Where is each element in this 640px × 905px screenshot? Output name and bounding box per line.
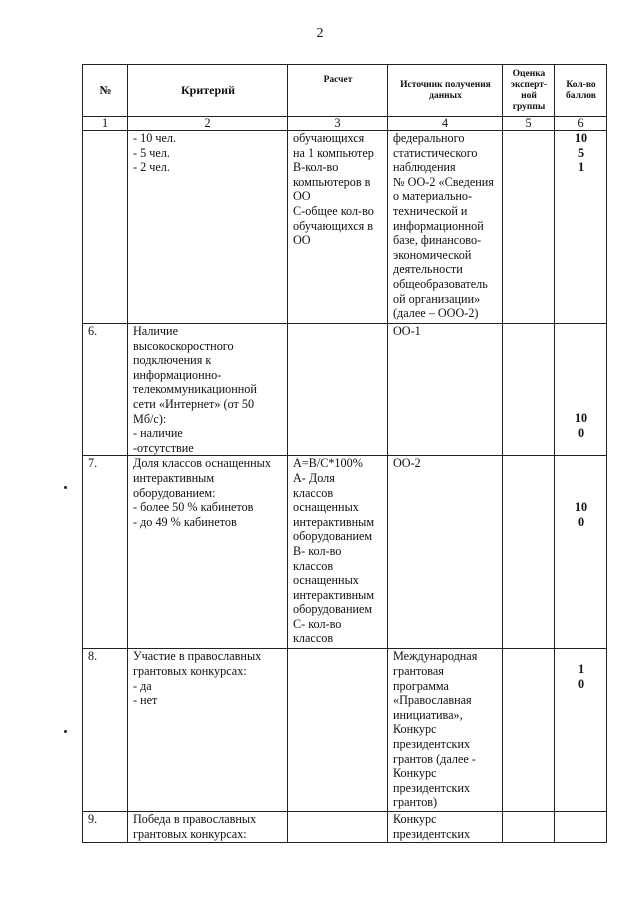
criterion-cell-line: - 10 чел. bbox=[133, 131, 177, 145]
row-number: 7. bbox=[83, 456, 128, 649]
points-cell-line: 0 bbox=[577, 514, 585, 529]
points-cell bbox=[555, 131, 607, 324]
criterion-cell-line: высокоскоростного bbox=[133, 338, 234, 353]
source-cell-line: программа bbox=[393, 678, 449, 693]
criterion-cell bbox=[128, 649, 288, 812]
calculation-cell-line: классов bbox=[293, 558, 334, 573]
criterion-cell-line: Наличие bbox=[133, 324, 178, 338]
criterion-cell-line: Победа в православных bbox=[133, 812, 257, 827]
column-number: 1 bbox=[83, 117, 128, 131]
margin-mark bbox=[64, 486, 67, 489]
points-cell-line: 10 bbox=[574, 500, 588, 515]
source-cell-line: «Православная bbox=[393, 693, 472, 708]
source-cell-line: грантов (далее - bbox=[393, 751, 476, 766]
source-cell-line: президентских bbox=[393, 736, 471, 751]
header-points: Кол-во баллов bbox=[555, 65, 607, 117]
calculation-cell-line: В-кол-во bbox=[293, 160, 339, 175]
source-cell-line: (далее – ООО-2) bbox=[393, 306, 479, 321]
points-cell bbox=[555, 649, 607, 812]
calculation-cell-line: А- Доля bbox=[293, 470, 335, 485]
points-cell bbox=[555, 324, 607, 456]
calculation-cell-line: оснащенных bbox=[293, 573, 359, 588]
points-cell-line: 1 bbox=[577, 160, 585, 175]
source-cell bbox=[388, 649, 503, 812]
calculation-cell-line: обучающихся bbox=[293, 131, 365, 145]
criterion-cell bbox=[128, 812, 288, 842]
criterion-cell-line: Доля классов оснащенных bbox=[133, 456, 271, 471]
criteria-row bbox=[83, 324, 607, 456]
criterion-cell bbox=[128, 456, 288, 649]
source-cell-line: федерального bbox=[393, 131, 465, 145]
criterion-cell-line: интерактивным bbox=[133, 470, 215, 485]
points-cell bbox=[555, 812, 607, 842]
criteria-row bbox=[83, 812, 607, 842]
points-cell bbox=[555, 456, 607, 649]
calculation-cell bbox=[288, 456, 388, 649]
expert-score-cell bbox=[503, 812, 555, 842]
calculation-cell-line: А=В/С*100% bbox=[293, 456, 363, 471]
criterion-cell-line: - наличие bbox=[133, 426, 183, 441]
criterion-cell-line: Мб/с): bbox=[133, 411, 167, 426]
column-number: 2 bbox=[128, 117, 288, 131]
source-cell-line: общеобразователь bbox=[393, 276, 488, 291]
calculation-cell-line: оборудованием bbox=[293, 529, 373, 544]
source-cell bbox=[388, 812, 503, 842]
expert-score-cell bbox=[503, 456, 555, 649]
source-cell-line: № ОО-2 «Сведения bbox=[393, 174, 494, 189]
source-cell-line: статистического bbox=[393, 145, 478, 160]
row-number: 8. bbox=[83, 649, 128, 812]
criteria-row bbox=[83, 131, 607, 324]
criterion-cell-line: - нет bbox=[133, 693, 158, 708]
calculation-cell-line: ОО bbox=[293, 189, 311, 204]
source-cell bbox=[388, 456, 503, 649]
points-cell-line: 5 bbox=[577, 145, 585, 160]
points-cell-line: 0 bbox=[577, 425, 585, 440]
calculation-cell-line: С- кол-во bbox=[293, 616, 342, 631]
source-cell-line: ой организации» bbox=[393, 291, 481, 306]
row-number bbox=[83, 131, 128, 324]
calculation-cell-line: обучающихся в bbox=[293, 218, 374, 233]
expert-score-cell bbox=[503, 649, 555, 812]
criteria-row bbox=[83, 649, 607, 812]
source-cell-line: информационной bbox=[393, 218, 484, 233]
criterion-cell-line: - до 49 % кабинетов bbox=[133, 514, 237, 529]
header-criterion: Критерий bbox=[128, 65, 288, 117]
source-cell-line: Конкурс bbox=[393, 766, 437, 781]
header-no: № bbox=[83, 65, 128, 117]
points-cell-line: 10 bbox=[574, 131, 588, 145]
calculation-cell-line: В- кол-во bbox=[293, 543, 342, 558]
source-cell-line: президентских bbox=[393, 780, 471, 795]
source-cell-line: базе, финансово- bbox=[393, 233, 482, 248]
calculation-cell bbox=[288, 649, 388, 812]
criterion-cell-line: - 2 чел. bbox=[133, 160, 170, 175]
criterion-cell-line: грантовых конкурсах: bbox=[133, 826, 247, 841]
points-cell-line: 10 bbox=[574, 411, 588, 425]
header-source: Источник получения данных bbox=[388, 65, 503, 117]
calculation-cell-line: оснащенных bbox=[293, 500, 359, 515]
criterion-cell-line: -отсутствие bbox=[133, 440, 194, 455]
source-cell-line: технической и bbox=[393, 203, 468, 218]
calculation-cell-line: классов bbox=[293, 631, 334, 646]
criterion-cell-line: телекоммуникационной bbox=[133, 382, 257, 397]
row-number: 9. bbox=[83, 812, 128, 842]
source-cell-line: наблюдения bbox=[393, 160, 456, 175]
criterion-cell-line: - да bbox=[133, 678, 152, 693]
page-number: 2 bbox=[316, 26, 324, 41]
expert-score-cell bbox=[503, 131, 555, 324]
criterion-cell-line: Участие в православных bbox=[133, 649, 262, 664]
criterion-cell-line: информационно- bbox=[133, 367, 222, 382]
source-cell bbox=[388, 131, 503, 324]
points-cell-line: 1 bbox=[577, 662, 585, 677]
source-cell-line: экономической bbox=[393, 247, 472, 262]
points-cell-line: 0 bbox=[577, 676, 585, 691]
criteria-table bbox=[82, 64, 607, 843]
source-cell-line: Конкурс bbox=[393, 812, 437, 827]
calculation-cell-line: интерактивным bbox=[293, 514, 375, 529]
criterion-cell-line: оборудованием: bbox=[133, 485, 216, 500]
source-cell-line: грантовая bbox=[393, 663, 444, 678]
column-number: 4 bbox=[388, 117, 503, 131]
calculation-cell bbox=[288, 324, 388, 456]
header-row bbox=[83, 65, 607, 117]
criterion-cell bbox=[128, 131, 288, 324]
criterion-cell-line: сети «Интернет» (от 50 bbox=[133, 396, 255, 411]
calculation-cell-line: на 1 компьютер bbox=[293, 145, 374, 160]
header-calculation: Расчет bbox=[288, 65, 388, 117]
calculation-cell-line: оборудованием bbox=[293, 602, 373, 617]
criterion-cell-line: - более 50 % кабинетов bbox=[133, 500, 254, 515]
source-cell-line: Конкурс bbox=[393, 722, 437, 737]
column-number: 3 bbox=[288, 117, 388, 131]
expert-score-cell bbox=[503, 324, 555, 456]
column-number: 6 bbox=[555, 117, 607, 131]
column-number-row bbox=[83, 117, 607, 131]
criterion-cell-line: подключения к bbox=[133, 353, 212, 368]
source-cell-line: ОО-2 bbox=[393, 456, 421, 471]
row-number: 6. bbox=[83, 324, 128, 456]
calculation-cell-line: ОО bbox=[293, 233, 311, 248]
calculation-cell bbox=[288, 812, 388, 842]
source-cell-line: инициатива», bbox=[393, 707, 463, 722]
column-number: 5 bbox=[503, 117, 555, 131]
source-cell-line: ОО-1 bbox=[393, 324, 421, 338]
criteria-row bbox=[83, 456, 607, 649]
calculation-cell-line: компьютеров в bbox=[293, 174, 371, 189]
criterion-cell bbox=[128, 324, 288, 456]
header-expert: Оценка эксперт-ной группы bbox=[503, 65, 555, 117]
calculation-cell bbox=[288, 131, 388, 324]
calculation-cell-line: классов bbox=[293, 485, 334, 500]
calculation-cell-line: интерактивным bbox=[293, 587, 375, 602]
source-cell-line: о материально- bbox=[393, 189, 473, 204]
criterion-cell-line: - 5 чел. bbox=[133, 145, 170, 160]
source-cell-line: Международная bbox=[393, 649, 478, 664]
calculation-cell-line: С-общее кол-во bbox=[293, 203, 374, 218]
source-cell-line: президентских bbox=[393, 826, 471, 841]
source-cell bbox=[388, 324, 503, 456]
source-cell-line: грантов) bbox=[393, 795, 438, 810]
source-cell-line: деятельности bbox=[393, 262, 463, 277]
margin-mark bbox=[64, 730, 67, 733]
criterion-cell-line: грантовых конкурсах: bbox=[133, 663, 247, 678]
